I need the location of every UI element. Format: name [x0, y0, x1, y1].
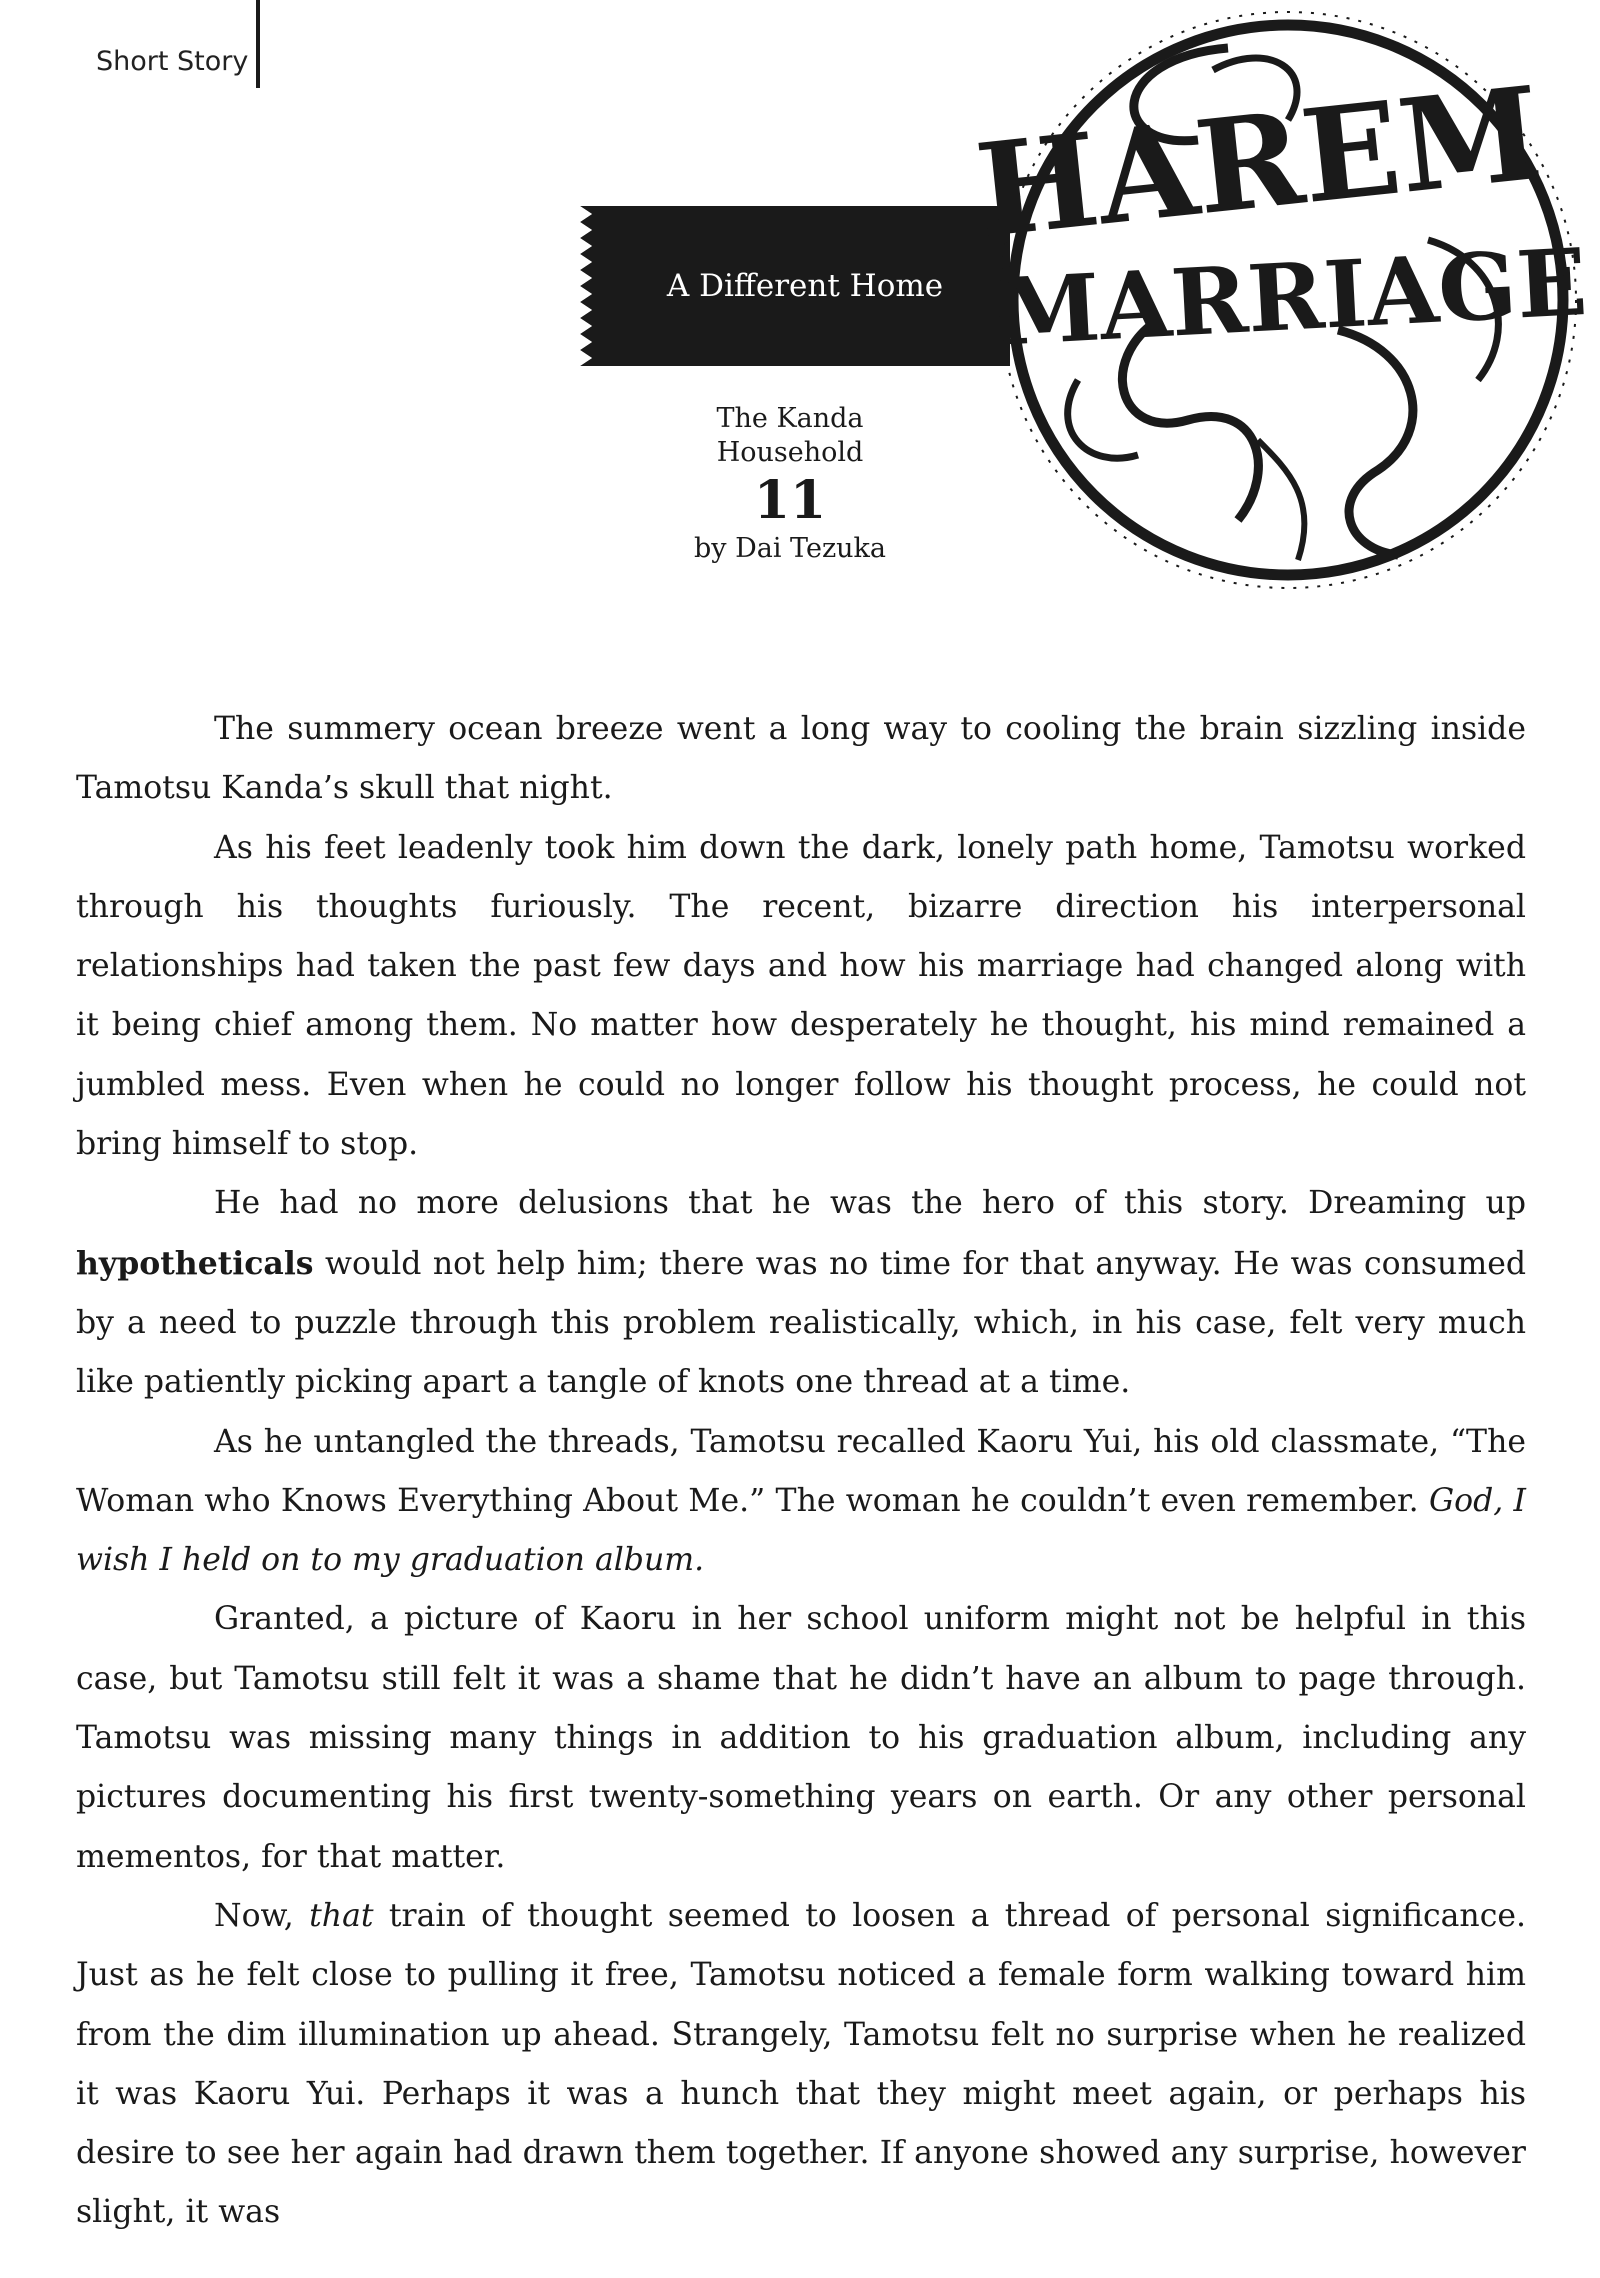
paragraph — [76, 1413, 1526, 1591]
chapter-title: A Different Home — [666, 268, 944, 304]
header-divider — [256, 0, 260, 88]
logo-emblem — [958, 0, 1598, 600]
story-body — [76, 700, 1526, 2243]
italic-thought: God, I wish I held on to my graduation album. — [76, 1482, 1527, 1579]
italic-word: that — [309, 1897, 374, 1934]
paragraph-text: As he untangled the threads, Tamotsu recalled Kaoru Yui, his old classmate, “The Woman who Knows Everything About Me.” The woman he couldn’t even remember. — [76, 1423, 1526, 1519]
paragraph-text: train of thought seemed to loosen a thread of personal significance. Just as he felt close to pulling it free, Tamotsu noticed a female form walking toward him from the dim illumination up ahead. Strangely, Tamotsu felt no surprise when he realized it was Kaoru Yui. Perhaps it was a hunch that they might meet again, or perhaps his desire to see her again had drawn them together. If anyone showed any surprise, however slight, it was — [76, 1897, 1526, 2231]
paragraph — [76, 1887, 1526, 2243]
logo-word-marriage: MARRIAGE — [995, 227, 1590, 367]
paragraph: Granted, a picture of Kaoru in her school uniform might not be helpful in this case, but Tamotsu still felt it was a shame that he didn’t have an album to page through. Tamotsu was missing many things in addition to his graduation album, including any pictures documenting his first twenty-something years on earth. Or any other personal mementos, for that matter. — [76, 1601, 1526, 1875]
bold-term: hypotheticals — [76, 1244, 314, 1282]
episode-number: 11 — [753, 470, 827, 531]
section-label: Short Story — [96, 46, 249, 77]
paragraph — [76, 1174, 1526, 1412]
harem-marriage-logo — [958, 0, 1598, 600]
paragraph: The summery ocean breeze went a long way to cooling the brain sizzling inside Tamotsu Kanda’s skull that night. — [76, 711, 1526, 807]
series-title-line2: Household — [716, 437, 864, 468]
chapter-title-banner — [580, 206, 1010, 366]
paragraph-text: would not help him; there was no time for that anyway. He was consumed by a need to puzzle through this problem realistically, which, in his case, felt very much like patiently picking apart a tangle of knots one thread at a time. — [76, 1245, 1526, 1401]
logo-word-harem: HAREM — [969, 58, 1549, 268]
series-info — [640, 402, 940, 566]
paragraph: As his feet leadenly took him down the dark, lonely path home, Tamotsu worked through his thoughts furiously. The recent, bizarre direction his interpersonal relationships had taken the past few days and how his marriage had changed along with it being chief among them. No matter how desperately he thought, his mind remained a jumbled mess. Even when he could no longer follow his thought process, he could not bring himself to stop. — [76, 829, 1526, 1163]
series-title-line1: The Kanda — [716, 403, 864, 434]
author-byline: by Dai Tezuka — [693, 533, 887, 564]
paragraph-text: He had no more delusions that he was the hero of this story. Dreaming up — [214, 1185, 1526, 1222]
paragraph-text: Now, — [214, 1897, 294, 1934]
